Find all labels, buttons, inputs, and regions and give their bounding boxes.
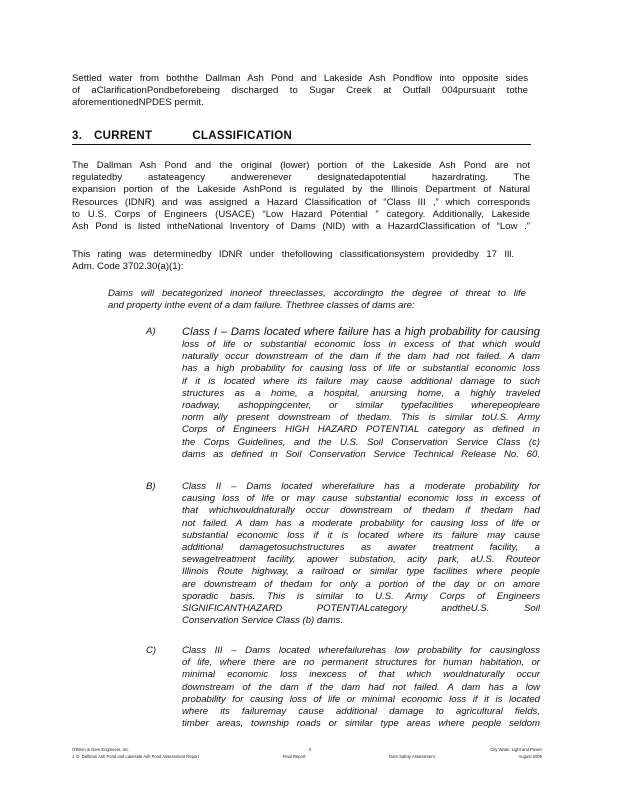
- item-line: timber areas, township roads or similar type areas where people seldom: [182, 718, 540, 730]
- item-line: additional damagetosuchstructures as awater treatment facility, a: [182, 542, 540, 554]
- item-line: naturally occur downstream of the dam if the dam had not failed. A dam: [182, 351, 540, 363]
- item-label: C): [146, 645, 157, 656]
- item-line: not failed. A dam has a moderate probability for causing loss of life or: [182, 517, 540, 529]
- section-title-word: CLASSIFICATION: [192, 130, 293, 142]
- page-footer: [72, 746, 542, 760]
- item-line: are downstream of thedam for only a portion of the day or on amore: [182, 578, 540, 590]
- item-line: Class II – Dams located wherefailure has a moderate probability for: [182, 481, 540, 492]
- intro-line: aforementionedNPDES permit.: [72, 97, 204, 109]
- item-line: if it is located where its failure may cause additional damage to such: [182, 375, 540, 387]
- intro-line: of aClarificationPondbeforebeing discharged to Sugar Creek at Outfall 004pursuant tothe: [72, 85, 528, 97]
- item-line: sewagetreatment facility, apower substation, acity park, aU.S. Routeor: [182, 554, 540, 566]
- item-line: Illinois Route highway, a railroad or similar type facilities where people: [182, 566, 540, 578]
- footer-report: Final Report: [282, 754, 306, 759]
- item-line: roadway, ashoppingcenter, or similar typefacilities wherepeopleare: [182, 400, 540, 412]
- footer-row: [72, 746, 542, 753]
- footer-client: City Water, Light and Power: [490, 747, 542, 752]
- item-label: B): [146, 481, 156, 492]
- item-line: that whichwouldnaturally occur downstream of thedam if thedam had: [182, 505, 540, 517]
- quote-line: and property inthe event of a dam failure. Thethree classes of dams are:: [108, 300, 415, 312]
- item-body: [182, 326, 540, 461]
- item-line: causing loss of life or may cause substantial economic loss in excess of: [182, 493, 540, 505]
- paragraph-line: Adm. Code 3702.30(a)(1):: [72, 261, 184, 273]
- footer-date: August 2009: [518, 754, 542, 759]
- item-line: SIGNIFICANTHAZARD POTENTIALcategory andtheU.S. Soil: [182, 603, 540, 615]
- item-line: probability for causing loss of life or minimal economic loss if it is located: [182, 693, 540, 705]
- paragraph-line: Ash Pond is listed intheNational Inventory of Dams (NID) with a HazardClassification of “Low .”: [72, 221, 530, 233]
- item-line: the Corps Guidelines, and the U.S. Soil Conservation Service Class (c): [182, 436, 540, 448]
- item-line: downstream of the dam if the dam had not failed. A dam has a low: [182, 681, 540, 693]
- intro-line: Settled water from boththe Dallman Ash Pond and Lakeside Ash Pondflow into opposite sides: [72, 73, 528, 84]
- paragraph-line: to U.S. Corps of Engineers (USACE) “Low Hazard Potential ” category. Additionally, Lakeside: [72, 208, 530, 220]
- classification-paragraph: [72, 160, 530, 233]
- item-line: sporadic basis. This is similar to U.S. Army Corps of Engineers: [182, 590, 540, 602]
- paragraph-line: expansion portion of the Lakeside AshPond is regulated by the Illinois Department of Natural: [72, 184, 530, 196]
- item-line: Class III – Dams located wherefailurehas low probability for causingloss: [182, 645, 540, 656]
- item-line: of life, where there are no permanent structures for human habitation, or: [182, 657, 540, 669]
- paragraph-line: regulatedby astateagency andwerenever designatedapotential hazardrating. The: [72, 172, 530, 184]
- section-number: 3.: [72, 130, 83, 142]
- item-line: substantial economic loss if it is located where its failure may cause: [182, 529, 540, 541]
- paragraph-line: This rating was determinedby IDNR under thefollowing classificationsystem providedby 17 Ill.: [72, 249, 514, 260]
- item-line: norm ally present downstream of thedam. This is similar toU.S. Army: [182, 412, 540, 424]
- item-body: [182, 481, 540, 627]
- item-line: dams as defined in Soil Conservation Service Technical Release No. 60.: [182, 448, 540, 460]
- intro-paragraph: [72, 73, 528, 110]
- section-heading: [72, 130, 531, 145]
- item-line: loss of life or substantial economic loss in excess of that which would: [182, 339, 540, 350]
- item-line: minimal economic loss inexcess of that which wouldnaturally occur: [182, 669, 540, 681]
- footer-row: [72, 753, 542, 760]
- section-title-word: CURRENT: [94, 130, 153, 142]
- paragraph-line: The Dallman Ash Pond and the original (lower) portion of the Lakeside Ash Pond are not: [72, 160, 530, 171]
- quote-line: Dams will becategorized inoneof threeclasses, accordingto the degree of threat to life: [108, 288, 526, 299]
- paragraph-line: Resources (IDNR) and was assigned a Hazard Classification of “Class III ,” which corresponds: [72, 196, 530, 208]
- page-number: 3: [308, 747, 311, 752]
- item-line: structures as a home, a hospital, anursing home, a highly traveled: [182, 387, 540, 399]
- footer-assessment: Dam Safety Assessment: [389, 754, 435, 759]
- footer-company: O'Brien & Gere Engineers, Inc.: [72, 747, 130, 752]
- item-body: [182, 645, 540, 730]
- item-line: has a high probability for causing loss of life or substantial economic loss: [182, 363, 540, 375]
- regulation-quote: [108, 288, 526, 312]
- item-label: A): [146, 326, 156, 337]
- item-line: Conservation Service Class (b) dams.: [182, 615, 344, 627]
- item-line: where its failuremay cause additional damage to agricultural fields,: [182, 706, 540, 718]
- item-lead: Class I – Dams located where failure has a high probability for causing: [182, 326, 540, 338]
- footer-project: J. D. Dallman Ash Pond and Lakeside Ash Pond Assessment Report: [72, 754, 199, 759]
- rating-paragraph: [72, 249, 514, 273]
- item-line: Corps of Engineers HIGH HAZARD POTENTIAL category as defined in: [182, 424, 540, 436]
